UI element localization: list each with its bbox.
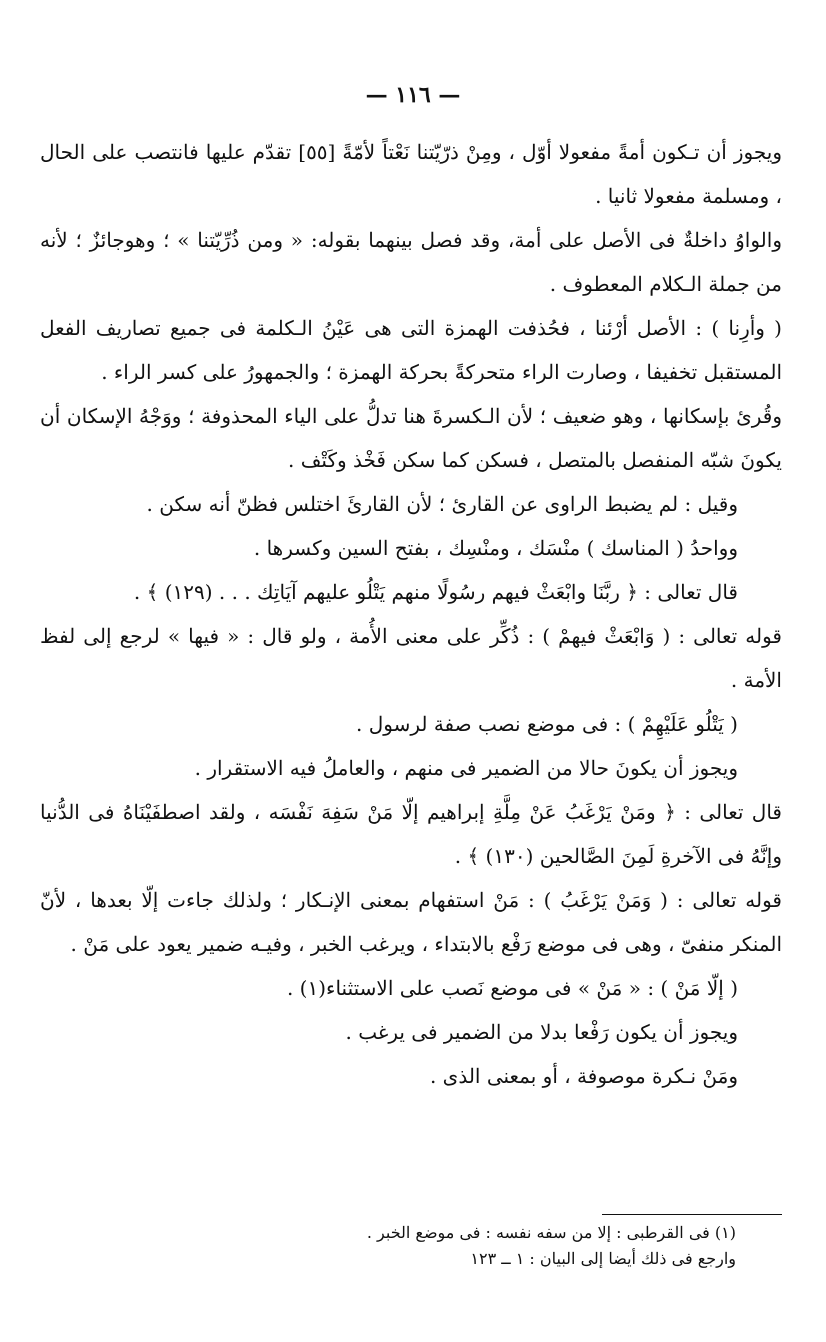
paragraph-3: ( وأرِنا ) : الأصل أرْئنا ، فحُذفت الهمزة التى هى عَيْنُ الـكلمة فى جميع تصاريف الفعل المستقبل تخفيفا ، وصارت الراء متحركةً بحركة الهمزة ؛ والجمهورُ على كسر الراء . [40,316,782,384]
main-text [40,130,782,1098]
paragraph-12: قوله تعالى : ( وَمَنْ يَرْغَبُ ) : مَنْ استفهام بمعنى الإنـكار ؛ ولذلك جاءت إلّا بعدها ، لأنّ المنكر منفىّ ، وهى فى موضع رَفْع بالابتداء ، ويرغب الخبر ، وفيـه ضمير يعود على مَنْ . [40,888,782,956]
paragraph-9: ( يَتْلُو عَلَيْهِمْ ) : فى موضع نصب صفة لرسول . [356,712,738,736]
paragraph-8: قوله تعالى : ( وَابْعَثْ فيهمْ ) : ذُكِّر على معنى الأُمة ، ولو قال : « فيها » لرجع إلى لفظ الأمة . [40,624,782,692]
paragraph-15: ومَنْ نـكرة موصوفة ، أو بمعنى الذى . [429,1064,738,1088]
paragraph-4: وقُرئ بإسكانها ، وهو ضعيف ؛ لأن الـكسرةَ هنا تدلُّ على الياء المحذوفة ؛ ووَجْهُ الإسكان أن يكونَ شبّه المنفصل بالمتصل ، فسكن كما سكن فَخْذ وكَتْف . [40,404,782,472]
paragraph-1: ويجوز أن تـكون أمةً مفعولا أوّل ، ومِنْ ذرّيّتنا نَعْتاً لأمّةً [٥٥] تقدّم عليها فانتصب على الحال ، ومسلمة مفعولا ثانيا . [40,140,782,208]
footnotes [46,1220,736,1272]
paragraph-6: وواحدُ ( المناسك ) منْسَك ، ومنْسِك ، بفتح السين وكسرها . [253,536,738,560]
verse-130: قال تعالى : ﴿ ومَنْ يَرْغَبُ عَنْ مِلَّةِ إبراهيم إلّا مَنْ سَفِهَ نَفْسَه ، ولقد اصطفَيْنَاهُ فى الدُّنيا وإنَّهُ فى الآخرةِ لَمِنَ الصَّالحين (١٣٠) ﴾ . [40,800,782,868]
paragraph-5: وقيل : لم يضبط الراوى عن القارئ ؛ لأن القارئَ اختلس فظنّ أنه سكن . [146,492,738,516]
footnote-divider [602,1214,782,1215]
paragraph-13: ( إلّا مَنْ ) : « مَنْ » فى موضع نَصب على الاستثناء(١) . [286,976,738,1000]
page-number: — ١١٦ — [365,82,461,108]
footnote-1: (١) فى القرطبى : إلا من سفه نفسه : فى موضع الخبر . [366,1223,736,1242]
paragraph-14: ويجوز أن يكون رَفْعا بدلا من الضمير فى يرغب . [345,1020,738,1044]
paragraph-10: ويجوز أن يكونَ حالا من الضمير فى منهم ، والعاملُ فيه الاستقرار . [194,756,738,780]
footnote-2: وارجع فى ذلك أيضا إلى البيان : ١ ــ ١٢٣ [470,1249,736,1268]
verse-129: قال تعالى : ﴿ ربَّنَا وابْعَثْ فيهم رسُولًا منهم يَتْلُو عليهم آيَاتِك . . . (١٢٩) ﴾ . [133,580,738,604]
paragraph-2: والواوُ داخلةٌ فى الأصل على أمة، وقد فصل بينهما بقوله: « ومن ذُرِّيّتنا » ؛ وهوجائزٌ ؛ لأنه من جملة الـكلام المعطوف . [40,228,782,296]
